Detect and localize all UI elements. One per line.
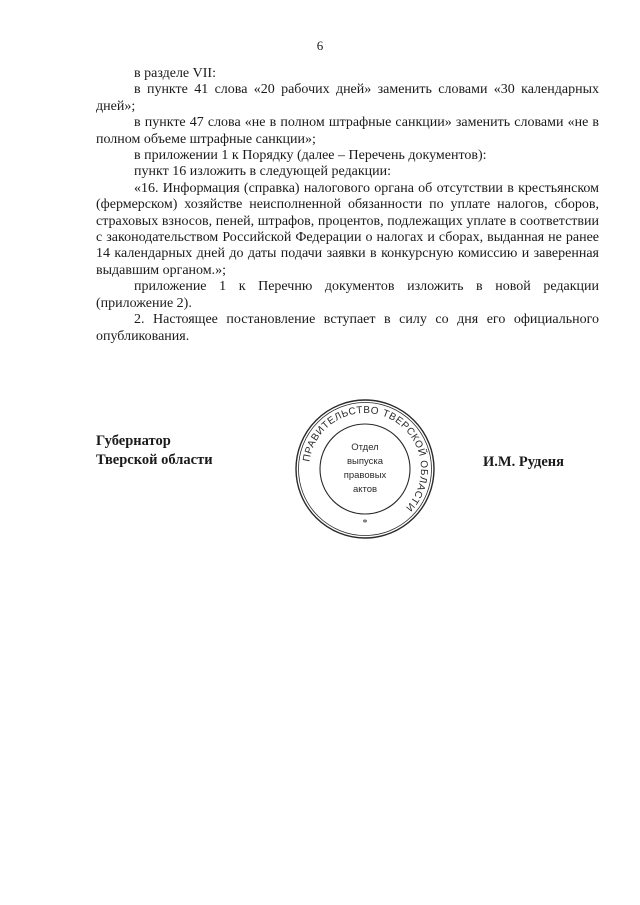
seal-center-line-4: актов [352, 484, 378, 495]
paragraph-appendix-1: в приложении 1 к Порядку (далее – Перечень документов): [134, 148, 487, 164]
document-body [96, 66, 599, 345]
page-number: 6 [316, 38, 324, 53]
paragraph-effective-date: 2. Настоящее постановление вступает в силу со дня его официального опубликования. [96, 312, 599, 344]
paragraph-appendix-new-edition: приложение 1 к Перечню документов изложить в новой редакции (приложение 2). [96, 279, 599, 311]
seal-center-line-2: выпуска [346, 456, 384, 467]
seal-center-line-3: правовых [343, 470, 387, 481]
paragraph-point-16-text: «16. Информация (справка) налогового органа об отсутствии в крестьянском (фермерском) хозяйстве неисполненной обязанности по уплате налогов, сборов, страховых взносов, пеней, штрафов, процентов, подлежащих уплате в соответствии с законодательством Российской Федерации о налогах и сборах, выданная не ранее 14 календарных дней до даты подачи заявки в конкурсную комиссию и заверенная выдавшим органом.»; [96, 180, 599, 278]
official-seal-stamp [294, 398, 436, 540]
signatory-position-line2: Тверской области [96, 452, 213, 468]
paragraph-section-vii: в разделе VII: [134, 66, 216, 81]
signatory-position-line1: Губернатор [96, 433, 171, 449]
paragraph-point-41: в пункте 41 слова «20 рабочих дней» заменить словами «30 календарных дней»; [96, 82, 599, 114]
svg-text:*: * [362, 518, 368, 529]
signatory-position [96, 432, 213, 470]
paragraph-point-47: в пункте 47 слова «не в полном штрафные санкции» заменить словами «не в полном объеме штрафные санкции»; [96, 115, 599, 147]
signatory-name: И.М. Руденя [483, 454, 565, 470]
seal-center-line-1: Отдел [351, 442, 379, 453]
paragraph-point-16-intro: пункт 16 изложить в следующей редакции: [134, 164, 391, 180]
seal-ring-text: ПРАВИТЕЛЬСТВО ТВЕРСКОЙ ОБЛАСТИ [301, 404, 430, 514]
